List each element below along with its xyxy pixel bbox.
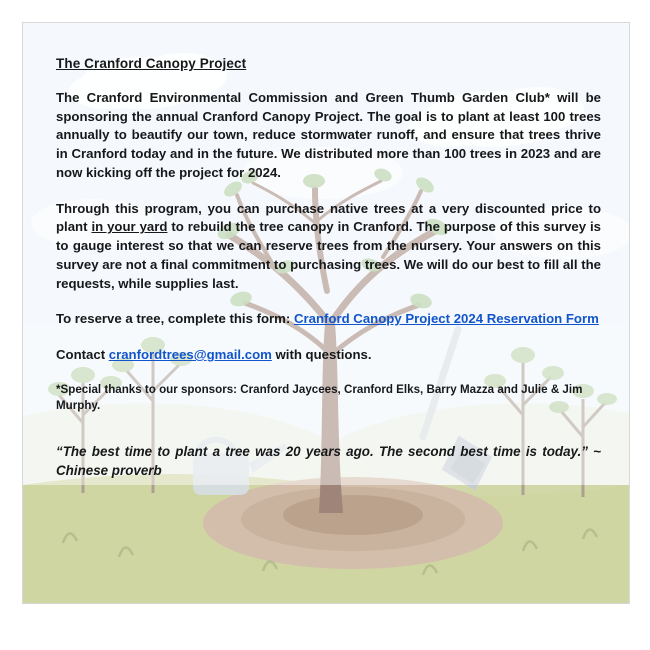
document-content xyxy=(56,56,601,480)
contact-tail-text: with questions. xyxy=(271,347,372,363)
contact-email-link[interactable]: cranfordtrees@gmail.com xyxy=(108,347,272,363)
sponsors-footnote: *Special thanks to our sponsors: Cranford Jaycees, Cranford Elks, Barry Mazza and Julie & Jim Murphy. xyxy=(56,382,583,412)
program-paragraph-emphasis: in your yard xyxy=(91,219,168,235)
program-paragraph-part1: Through this program, you can purchase native trees at a very discounted price to plant xyxy=(56,200,601,235)
program-paragraph xyxy=(56,200,601,294)
reservation-form-link[interactable]: Cranford Canopy Project 2024 Reservation Form xyxy=(293,311,599,327)
closing-quote: “The best time to plant a tree was 20 years ago. The second best time is today.” ~ Chinese proverb xyxy=(56,443,601,478)
page-title: The Cranford Canopy Project xyxy=(56,56,247,71)
program-paragraph-part2: to rebuild the tree canopy in Cranford. The purpose of this survey is to gauge interest so that we can reserve trees from the nursery. Your answers on this survey are not a final commitment to purchasing trees. We will do our best to fill all the requests, while supplies last. xyxy=(56,219,601,291)
contact-paragraph xyxy=(56,346,601,365)
reserve-lead-text: To reserve a tree, complete this form: xyxy=(56,311,294,327)
contact-lead-text: Contact xyxy=(56,347,109,363)
reserve-paragraph xyxy=(56,310,601,329)
intro-paragraph: The Cranford Environmental Commission and Green Thumb Garden Club* will be sponsoring the annual Cranford Canopy Project. The goal is to plant at least 100 trees annually to beautify our town, reduce stormwater runoff, and ensure that trees thrive in Cranford today and in the future. We distributed more than 100 trees in 2023 and are now kicking off the project for 2024. xyxy=(56,90,601,180)
